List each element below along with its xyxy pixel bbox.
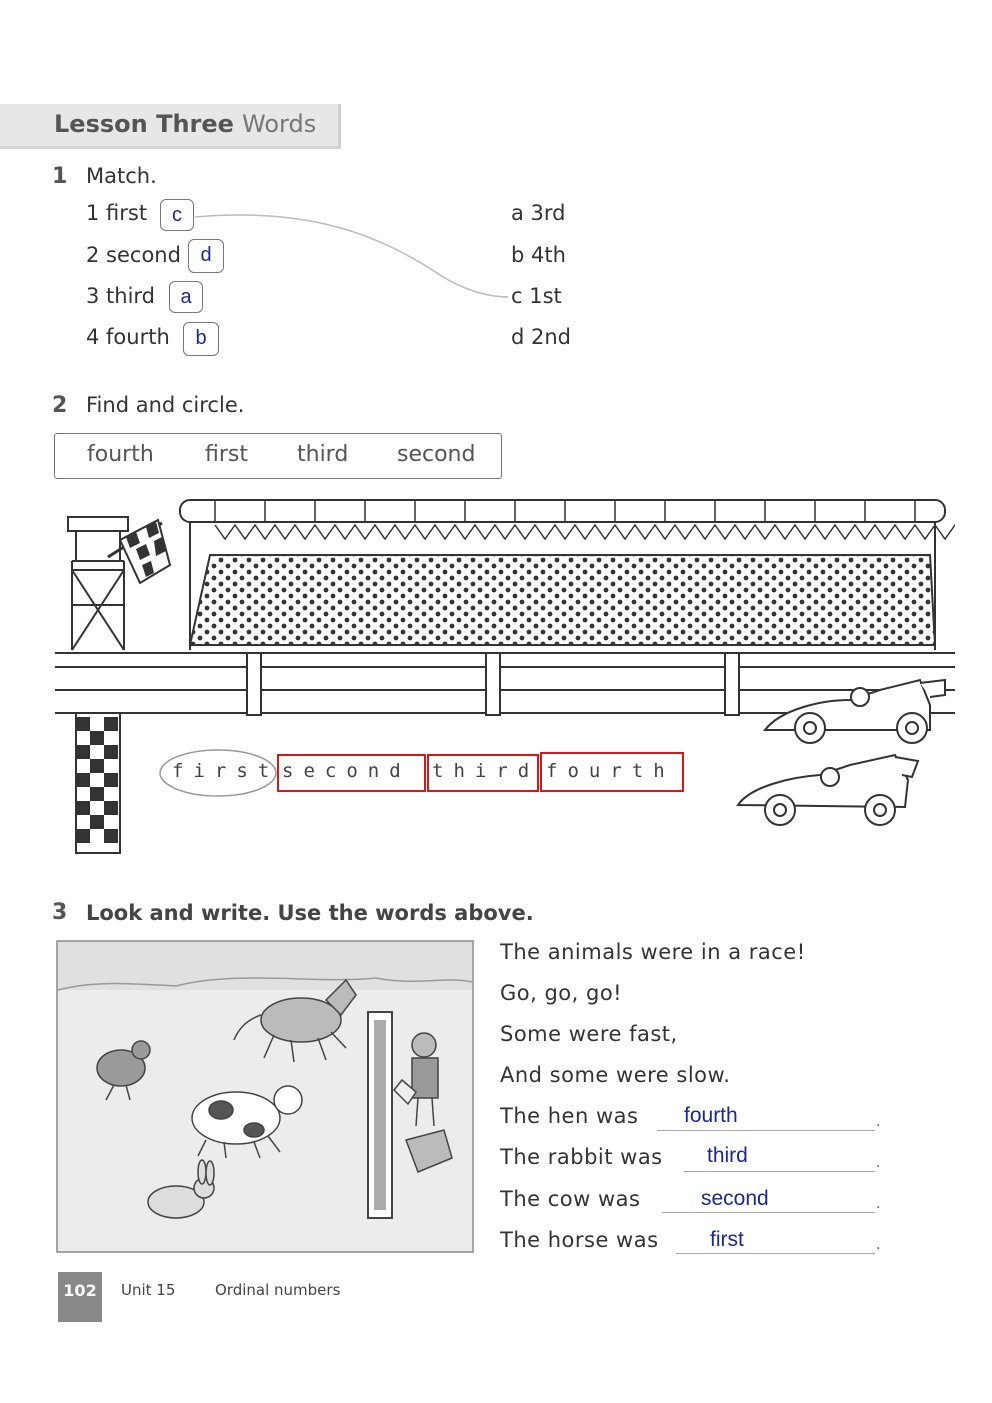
page-number: 102 bbox=[58, 1272, 102, 1322]
poem-line-1: The animals were in a race! bbox=[500, 940, 806, 964]
tower-top bbox=[68, 517, 128, 531]
hidden-word-second: second bbox=[282, 760, 411, 782]
footer-topic: Ordinal numbers bbox=[215, 1281, 341, 1299]
match-left-3: 3 third bbox=[86, 284, 156, 308]
bunting bbox=[215, 525, 955, 539]
section-2-number: 2 bbox=[52, 393, 68, 418]
answer-horse[interactable]: first bbox=[710, 1228, 744, 1251]
hidden-word-fourth: fourth bbox=[546, 760, 675, 782]
poem-line-2: Go, go, go! bbox=[500, 981, 623, 1005]
hidden-word-third: third bbox=[432, 760, 540, 782]
footer-unit: Unit 15 bbox=[121, 1281, 176, 1299]
poem-line-3: Some were fast, bbox=[500, 1022, 678, 1046]
match-right-c: c 1st bbox=[511, 284, 562, 308]
racetrack-illustration bbox=[50, 485, 955, 860]
answer-line-rabbit bbox=[684, 1171, 875, 1172]
answer-rabbit[interactable]: third bbox=[707, 1144, 748, 1167]
sentence-horse-prefix: The horse was bbox=[500, 1228, 659, 1252]
tower-lattice bbox=[72, 561, 124, 650]
answer-cow[interactable]: second bbox=[701, 1187, 769, 1210]
answer-line-horse bbox=[676, 1253, 875, 1254]
word-box-item: third bbox=[297, 442, 349, 467]
word-box-item: first bbox=[205, 442, 248, 467]
answer-hen[interactable]: fourth bbox=[684, 1104, 738, 1127]
match-left-4: 4 fourth bbox=[86, 325, 170, 349]
section-2-heading: Find and circle. bbox=[86, 393, 245, 417]
match-left-1: 1 first bbox=[86, 201, 148, 225]
period-horse: . bbox=[876, 1237, 881, 1253]
race-car-icon bbox=[738, 755, 918, 825]
answer-line-cow bbox=[662, 1212, 875, 1213]
word-box-item: second bbox=[397, 442, 476, 467]
crowd-stand bbox=[190, 555, 935, 645]
sentence-hen-prefix: The hen was bbox=[500, 1104, 639, 1128]
match-answer-4[interactable]: b bbox=[183, 322, 219, 356]
match-answer-2[interactable]: d bbox=[188, 239, 224, 273]
sentence-rabbit-prefix: The rabbit was bbox=[500, 1145, 663, 1169]
sentence-cow-prefix: The cow was bbox=[500, 1187, 641, 1211]
poem-line-4: And some were slow. bbox=[500, 1063, 731, 1087]
answer-line-hen bbox=[657, 1130, 875, 1131]
match-right-b: b 4th bbox=[511, 243, 566, 267]
match-answer-3[interactable]: a bbox=[169, 281, 203, 313]
match-answer-1[interactable]: c bbox=[160, 199, 194, 231]
section-3-heading: Look and write. Use the words above. bbox=[86, 901, 534, 925]
period-hen: . bbox=[876, 1114, 881, 1130]
section-1-heading: Match. bbox=[86, 164, 157, 188]
match-right-d: d 2nd bbox=[511, 325, 572, 349]
section-1-number: 1 bbox=[52, 164, 68, 189]
word-box bbox=[54, 433, 502, 479]
animal-race-picture bbox=[56, 940, 474, 1253]
lesson-title: Lesson Three bbox=[54, 110, 234, 138]
section-3-number: 3 bbox=[52, 900, 68, 925]
example-match-line bbox=[190, 205, 520, 305]
period-cow: . bbox=[876, 1196, 881, 1212]
match-right-a: a 3rd bbox=[511, 201, 566, 225]
word-box-item: fourth bbox=[87, 442, 154, 467]
period-rabbit: . bbox=[876, 1155, 881, 1171]
lesson-subtitle: Words bbox=[242, 110, 317, 138]
match-left-2: 2 second bbox=[86, 243, 181, 267]
hidden-word-first: first bbox=[172, 760, 280, 782]
